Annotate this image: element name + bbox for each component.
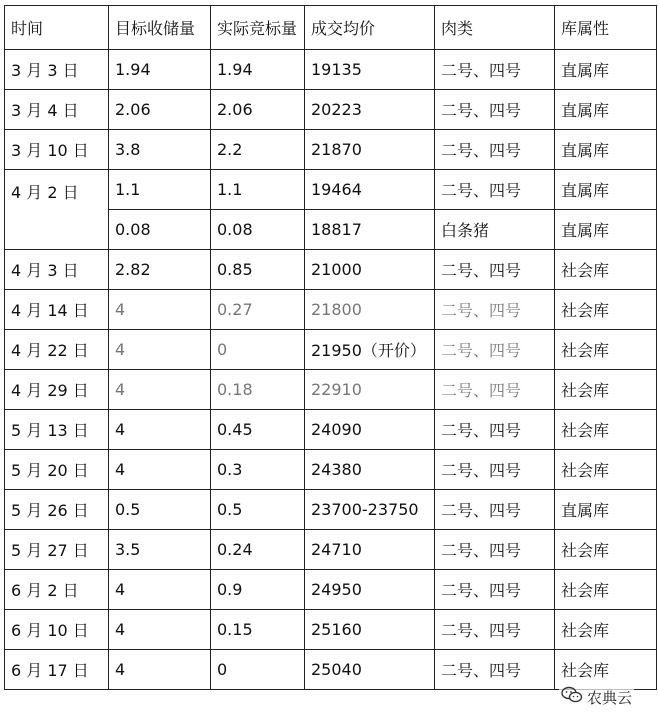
- col-header-actual: 实际竞标量: [211, 6, 305, 50]
- cell-actual: 0.18: [211, 370, 305, 410]
- cell-date: 6 月 10 日: [5, 610, 109, 650]
- cell-actual: 2.2: [211, 130, 305, 170]
- cell-type: 直属库: [555, 50, 657, 90]
- cell-actual: 1.1: [211, 170, 305, 210]
- cell-price: 25040: [305, 650, 435, 690]
- cell-date: 4 月 14 日: [5, 290, 109, 330]
- cell-price: 22910: [305, 370, 435, 410]
- cell-type: 直属库: [555, 130, 657, 170]
- cell-type: 直属库: [555, 170, 657, 210]
- cell-date: 4 月 29 日: [5, 370, 109, 410]
- cell-price: 24090: [305, 410, 435, 450]
- cell-meat: 二号、四号: [435, 570, 555, 610]
- cell-actual: 0.3: [211, 450, 305, 490]
- cell-type: 社会库: [555, 250, 657, 290]
- table-row: [5, 490, 657, 530]
- cell-meat: 二号、四号: [435, 50, 555, 90]
- cell-price: 24380: [305, 450, 435, 490]
- cell-target: 4: [109, 650, 211, 690]
- cell-meat: 二号、四号: [435, 530, 555, 570]
- cell-actual: 0.85: [211, 250, 305, 290]
- cell-type: 社会库: [555, 530, 657, 570]
- cell-type: 社会库: [555, 330, 657, 370]
- table-row: [5, 370, 657, 410]
- cell-target: 4: [109, 610, 211, 650]
- cell-actual: 0.24: [211, 530, 305, 570]
- cell-target: 0.08: [109, 210, 211, 250]
- table-row: [5, 610, 657, 650]
- col-header-meat: 肉类: [435, 6, 555, 50]
- cell-price: 24950: [305, 570, 435, 610]
- cell-price: 24710: [305, 530, 435, 570]
- cell-target: 4: [109, 330, 211, 370]
- cell-type: 社会库: [555, 290, 657, 330]
- table-row: [5, 410, 657, 450]
- cell-meat: 二号、四号: [435, 330, 555, 370]
- cell-target: 3.5: [109, 530, 211, 570]
- cell-meat: 二号、四号: [435, 290, 555, 330]
- cell-meat: 二号、四号: [435, 610, 555, 650]
- cell-actual: 2.06: [211, 90, 305, 130]
- cell-meat: 二号、四号: [435, 170, 555, 210]
- cell-date: 6 月 2 日: [5, 570, 109, 610]
- cell-meat: 白条猪: [435, 210, 555, 250]
- cell-actual: 0.27: [211, 290, 305, 330]
- cell-price: 23700-23750: [305, 490, 435, 530]
- cell-target: 1.1: [109, 170, 211, 210]
- cell-date: 3 月 10 日: [5, 130, 109, 170]
- cell-meat: 二号、四号: [435, 450, 555, 490]
- cell-meat: 二号、四号: [435, 410, 555, 450]
- cell-actual: 1.94: [211, 50, 305, 90]
- cell-type: 社会库: [555, 650, 657, 690]
- cell-actual: 0.45: [211, 410, 305, 450]
- cell-meat: 二号、四号: [435, 250, 555, 290]
- cell-type: 直属库: [555, 210, 657, 250]
- cell-target: 4: [109, 410, 211, 450]
- cell-date: 3 月 3 日: [5, 50, 109, 90]
- cell-price: 21000: [305, 250, 435, 290]
- cell-actual: 0: [211, 650, 305, 690]
- watermark: [559, 686, 634, 708]
- table-row: [5, 570, 657, 610]
- col-header-date: 时间: [5, 6, 109, 50]
- col-header-type: 库属性: [555, 6, 657, 50]
- col-header-target: 目标收储量: [109, 6, 211, 50]
- cell-target: 2.82: [109, 250, 211, 290]
- cell-price: 20223: [305, 90, 435, 130]
- cell-price: 21800: [305, 290, 435, 330]
- cell-date: 5 月 20 日: [5, 450, 109, 490]
- cell-target: 4: [109, 370, 211, 410]
- cell-meat: 二号、四号: [435, 130, 555, 170]
- wechat-logo-icon: [561, 686, 583, 708]
- watermark-text: 农典云: [586, 688, 632, 707]
- cell-target: 4: [109, 290, 211, 330]
- table-row: [5, 290, 657, 330]
- cell-price: 25160: [305, 610, 435, 650]
- cell-meat: 二号、四号: [435, 490, 555, 530]
- cell-type: 社会库: [555, 410, 657, 450]
- cell-type: 社会库: [555, 570, 657, 610]
- cell-target: 4: [109, 570, 211, 610]
- cell-meat: 二号、四号: [435, 650, 555, 690]
- table-row: [5, 90, 657, 130]
- cell-meat: 二号、四号: [435, 90, 555, 130]
- procurement-table: [4, 5, 657, 690]
- cell-price: 21950（开价）: [305, 330, 435, 370]
- table-row: [5, 450, 657, 490]
- cell-date: 4 月 22 日: [5, 330, 109, 370]
- table-row: [5, 330, 657, 370]
- cell-type: 社会库: [555, 370, 657, 410]
- cell-type: 直属库: [555, 490, 657, 530]
- cell-date-merged: 4 月 2 日: [5, 170, 109, 250]
- cell-actual: 0.9: [211, 570, 305, 610]
- cell-type: 社会库: [555, 610, 657, 650]
- cell-date: 6 月 17 日: [5, 650, 109, 690]
- cell-target: 0.5: [109, 490, 211, 530]
- cell-date: 5 月 26 日: [5, 490, 109, 530]
- cell-price: 18817: [305, 210, 435, 250]
- table-row: [5, 250, 657, 290]
- cell-actual: 0.5: [211, 490, 305, 530]
- cell-date: 3 月 4 日: [5, 90, 109, 130]
- cell-price: 19135: [305, 50, 435, 90]
- cell-target: 4: [109, 450, 211, 490]
- cell-target: 2.06: [109, 90, 211, 130]
- table-row: [5, 130, 657, 170]
- cell-target: 1.94: [109, 50, 211, 90]
- cell-type: 社会库: [555, 450, 657, 490]
- cell-target: 3.8: [109, 130, 211, 170]
- cell-meat: 二号、四号: [435, 370, 555, 410]
- cell-date: 5 月 27 日: [5, 530, 109, 570]
- table-row: [5, 170, 657, 210]
- cell-actual: 0.08: [211, 210, 305, 250]
- cell-price: 21870: [305, 130, 435, 170]
- col-header-price: 成交均价: [305, 6, 435, 50]
- cell-date: 5 月 13 日: [5, 410, 109, 450]
- table-row: [5, 650, 657, 690]
- table-header-row: [5, 6, 657, 50]
- table-row: [5, 530, 657, 570]
- cell-actual: 0: [211, 330, 305, 370]
- cell-actual: 0.15: [211, 610, 305, 650]
- cell-type: 直属库: [555, 90, 657, 130]
- table-row: [5, 50, 657, 90]
- cell-price: 19464: [305, 170, 435, 210]
- cell-date: 4 月 3 日: [5, 250, 109, 290]
